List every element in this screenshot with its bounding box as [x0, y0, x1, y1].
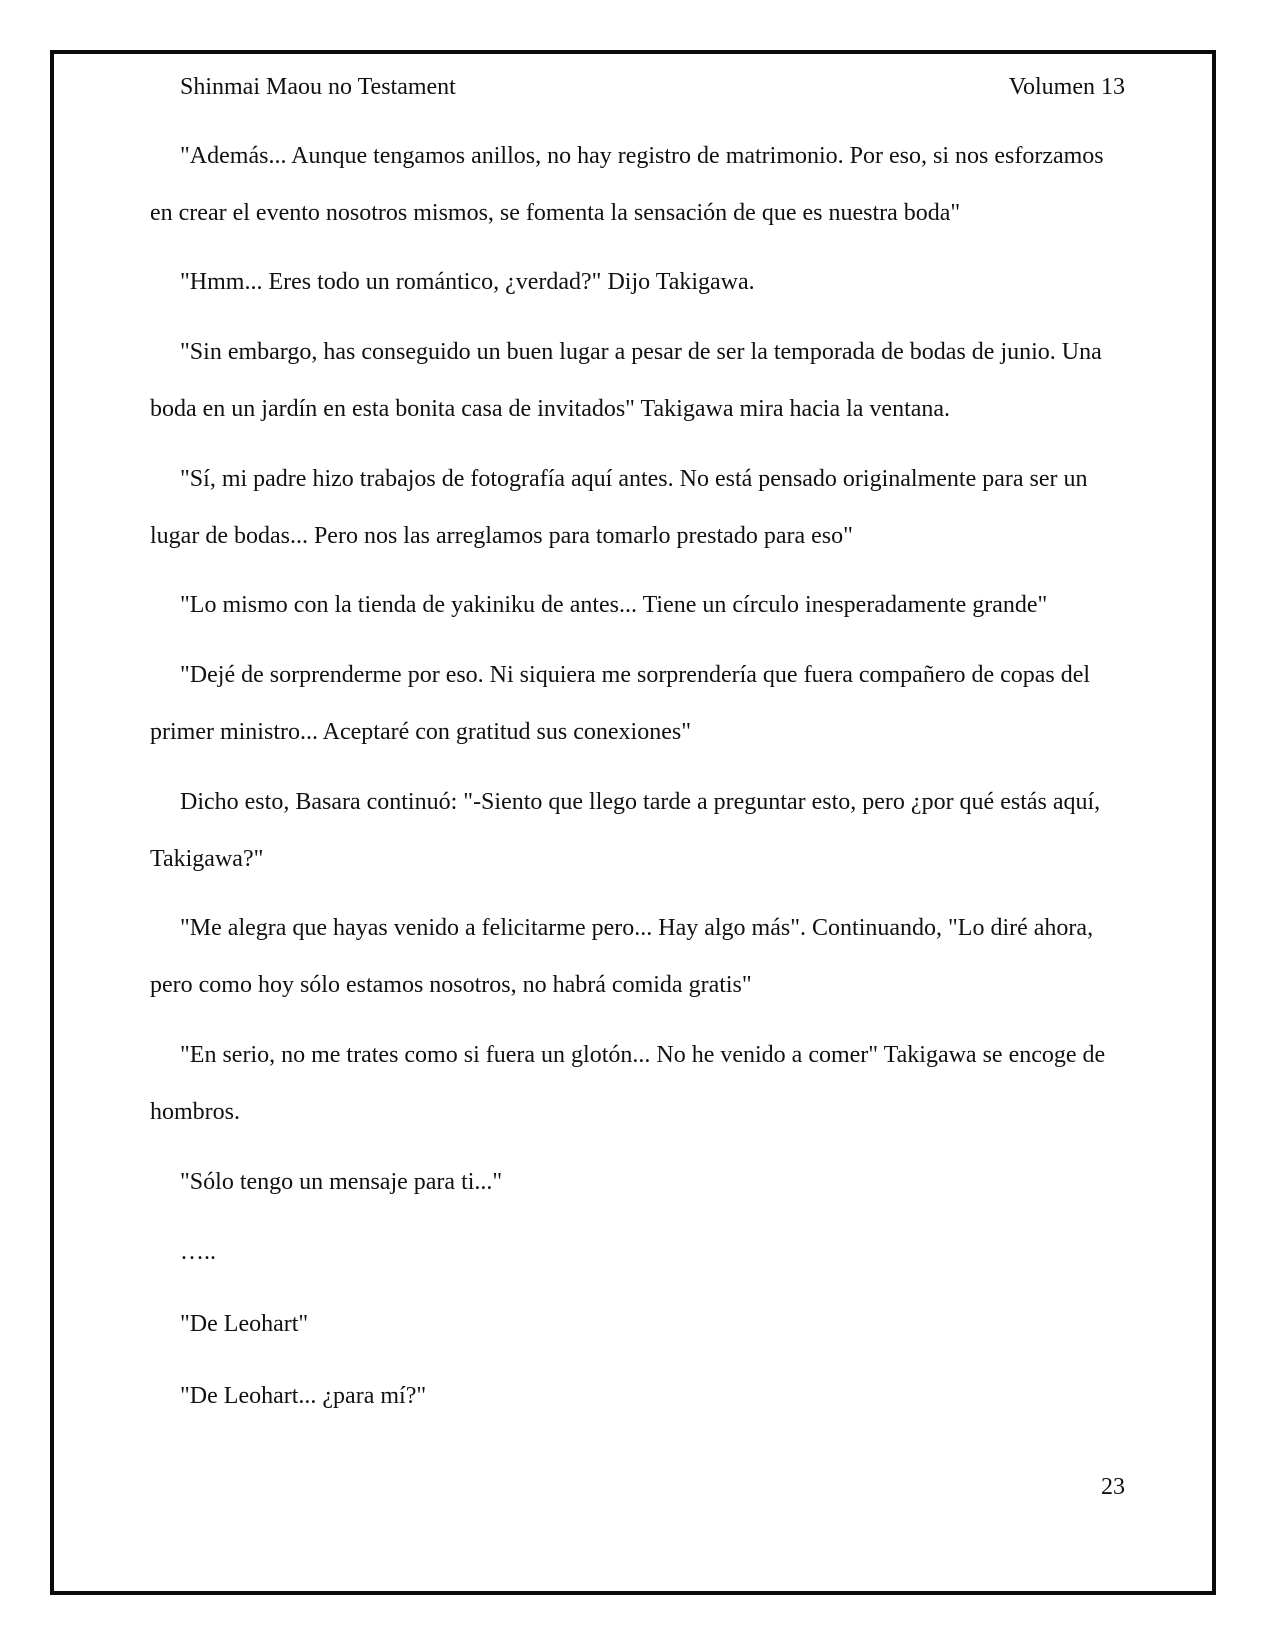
page-number: 23 — [1101, 1474, 1125, 1500]
paragraph-8: "Me alegra que hayas venido a felicitarme pero... Hay algo más". Continuando, "Lo diré ahora, pero como hoy sólo estamos nosotros, no habrá comida gratis" — [150, 915, 1094, 998]
paragraph-9: "En serio, no me trates como si fuera un glotón... No he venido a comer" Takigawa se encoge de hombros. — [150, 1042, 1106, 1125]
paragraph-7: Dicho esto, Basara continuó: "-Siento que llego tarde a preguntar esto, pero ¿por qué estás aquí, Takigawa?" — [150, 789, 1101, 872]
paragraph-10: "Sólo tengo un mensaje para ti..." — [180, 1169, 503, 1195]
paragraph-13: "De Leohart... ¿para mí?" — [180, 1383, 427, 1409]
book-title-header: Shinmai Maou no Testament — [180, 74, 456, 100]
paragraph-4: "Sí, mi padre hizo trabajos de fotografía aquí antes. No está pensado originalmente para ser un lugar de bodas... Pero nos las arreglamos para tomarlo prestado para eso" — [150, 466, 1088, 549]
paragraph-6: "Dejé de sorprenderme por eso. Ni siquiera me sorprendería que fuera compañero de copas del primer ministro... Aceptaré con gratitud sus conexiones" — [150, 662, 1091, 745]
paragraph-12: "De Leohart" — [180, 1311, 309, 1337]
paragraph-11: ….. — [180, 1239, 216, 1265]
paragraph-3: "Sin embargo, has conseguido un buen lugar a pesar de ser la temporada de bodas de junio. Una boda en un jardín en esta bonita casa de invitados" Takigawa mira hacia la ventana. — [150, 339, 1102, 422]
paragraph-1: "Además... Aunque tengamos anillos, no hay registro de matrimonio. Por eso, si nos esforzamos en crear el evento nosotros mismos, se fomenta la sensación de que es nuestra boda" — [150, 143, 1104, 226]
volume-header: Volumen 13 — [1008, 74, 1125, 100]
paragraph-2: "Hmm... Eres todo un romántico, ¿verdad?" Dijo Takigawa. — [180, 269, 755, 295]
paragraph-5: "Lo mismo con la tienda de yakiniku de antes... Tiene un círculo inesperadamente grande" — [180, 592, 1048, 618]
